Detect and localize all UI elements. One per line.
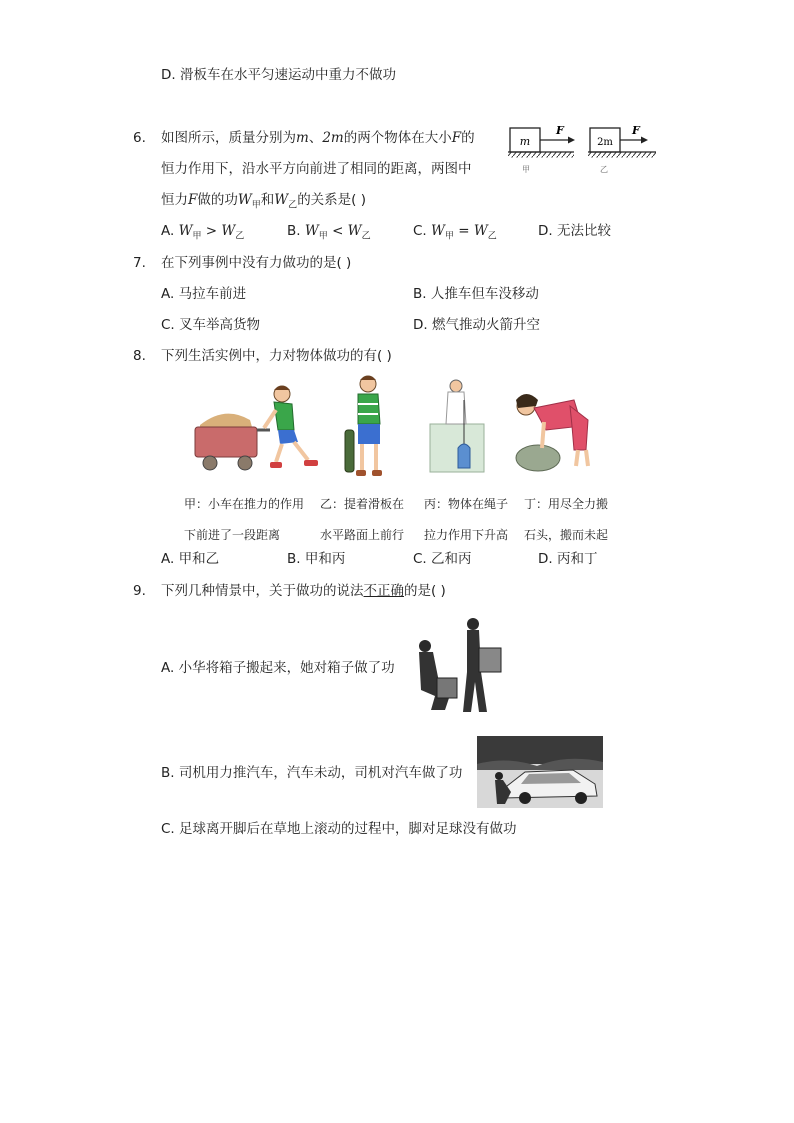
q6-option-d[interactable]: D. 无法比较 [538,223,611,239]
person-head [467,618,479,630]
caption-ding-line1: 丁：用尽全力搬 [524,497,609,511]
subscript-yi: 乙 [288,200,298,211]
work-symbol: W [237,192,252,208]
relation: < [332,223,344,239]
arm [264,410,276,428]
white-coat [446,392,466,424]
q9-number: 9. [133,583,146,599]
ground-hatch [588,153,656,158]
subscript-yi: 乙 [487,231,497,242]
work-symbol: W [178,223,193,239]
force-label: F [632,124,640,137]
q9-text [161,585,446,599]
hair [274,386,290,390]
box [479,648,501,672]
q7-option-d[interactable]: D. 燃气推动火箭升空 [413,317,540,333]
q6-option-c[interactable] [413,225,497,242]
caption-bing-line2: 拉力作用下升高 [424,528,509,542]
work-symbol: W [347,223,362,239]
q6-line3 [161,194,366,211]
q8-option-b[interactable]: B. 甲和丙 [287,551,346,567]
q7-option-a[interactable]: A. 马拉车前进 [161,286,247,302]
subscript-yi: 乙 [361,231,371,242]
caption-ding-line2: 石头，搬而未起 [524,528,609,542]
skateboard [345,430,354,472]
caption-yi-line2: 水平路面上前行 [320,528,405,542]
driver-head [495,772,503,780]
subscript-jia: 甲 [318,231,328,242]
subscript-yi: 乙 [235,231,245,242]
q8-option-a[interactable]: A. 甲和乙 [161,551,220,567]
q6-line1 [161,132,475,146]
q6-text: 恒力 [161,192,188,208]
car-wheel [519,792,531,804]
q6-text: 如图所示，质量分别为 [161,130,296,146]
q8-text: 下列生活实例中，力对物体做功的有( ) [161,348,392,364]
option-prefix: B. [287,223,301,239]
q6-text: 和 [260,192,275,208]
ground-hatch [508,153,574,158]
platform [430,424,484,472]
work-symbol: W [274,192,289,208]
hair [516,394,538,408]
q6-figure [508,120,658,176]
leg [576,450,578,466]
q6-number: 6. [133,130,146,146]
subscript-jia: 甲 [444,231,454,242]
q9-text-part: 的是( ) [404,583,446,599]
leg [294,442,308,460]
q8-figure-yi [340,372,390,482]
work-symbol: W [221,223,236,239]
q8-figure-bing [428,376,486,476]
q9-photo-a [405,612,505,720]
wheel [203,456,217,470]
caption-bing-line1: 丙：物体在绳子 [424,497,509,511]
caption-jia-line2: 下前进了一段距离 [184,528,281,542]
option-prefix: C. [413,223,427,239]
q6-mass-2m: 2m [322,130,344,146]
relation: = [458,223,470,239]
box [437,678,457,698]
q6-line2: 恒力作用下，沿水平方向前进了相同的距离，两图中 [161,161,472,177]
q9-underlined: 不正确 [363,583,404,599]
block-m-label: m [519,135,531,148]
work-symbol: W [473,223,488,239]
arrow-head [641,137,648,144]
q6-text: 的两个物体在大小 [343,130,452,146]
q6-option-b[interactable] [287,225,371,242]
q7-text: 在下列事例中没有力做功的是( ) [161,255,352,271]
car-wheel [575,792,587,804]
caption-yi-line1: 乙：提着滑板在 [320,497,405,511]
q8-number: 8. [133,348,146,364]
q6-text: 的 [461,130,475,146]
q7-option-c[interactable]: C. 叉车举高货物 [161,317,261,333]
q6-option-a[interactable] [161,225,244,242]
q6-force-f: F [451,130,462,146]
q9-option-a[interactable]: A. 小华将箱子搬起来，她对箱子做了功 [161,660,395,676]
q8-option-d[interactable]: D. 丙和丁 [538,551,598,567]
arrow-head [568,137,575,144]
man-head [450,380,462,392]
subscript-jia: 甲 [192,231,202,242]
wheel [238,456,252,470]
block-2m-label: 2m [597,137,613,148]
hair [360,376,376,380]
q5-option-d[interactable]: D. 滑板车在水平匀速运动中重力不做功 [161,67,396,83]
force-label: F [556,124,564,137]
q9-option-c[interactable]: C. 足球离开脚后在草地上滚动的过程中，脚对足球没有做功 [161,821,517,837]
q7-number: 7. [133,255,146,271]
cart [195,427,257,457]
leg [586,450,588,466]
shoe [304,460,318,466]
q6-sep: 、 [308,130,323,146]
q6-force-f: F [188,192,198,208]
q9-option-b[interactable]: B. 司机用力推汽车，汽车未动，司机对汽车做了功 [161,765,463,781]
sand-pile [200,414,252,427]
figure-label-yi: 乙 [600,165,608,174]
q8-figure-jia [190,380,325,475]
leg [276,444,282,462]
q6-mass-m: m [296,130,309,146]
person-head [419,640,431,652]
bag [458,444,470,468]
shoe [356,470,366,476]
q8-figure-ding [508,386,598,474]
q6-text: 的关系是( ) [297,192,367,208]
arm [542,422,544,448]
blue-shorts [358,424,380,444]
caption-jia-line1: 甲：小车在推力的作用 [184,497,305,511]
q9-photo-b [477,736,603,808]
green-shirt [274,402,294,430]
q9-text-part: 下列几种情景中，关于做功的说法 [161,583,364,599]
skirt [570,406,588,450]
relation: > [205,223,218,239]
work-symbol: W [304,223,319,239]
figure-label-jia: 甲 [522,165,530,174]
shoe [270,462,282,468]
q6-text: 做的功 [197,192,238,208]
green-shirt [358,394,380,424]
q7-option-b[interactable]: B. 人推车但车没移动 [413,286,539,302]
stone [516,445,560,471]
work-symbol: W [431,223,445,239]
option-prefix: A. [161,223,175,239]
subscript-jia: 甲 [251,200,261,211]
q8-option-c[interactable]: C. 乙和丙 [413,551,472,567]
shoe [372,470,382,476]
